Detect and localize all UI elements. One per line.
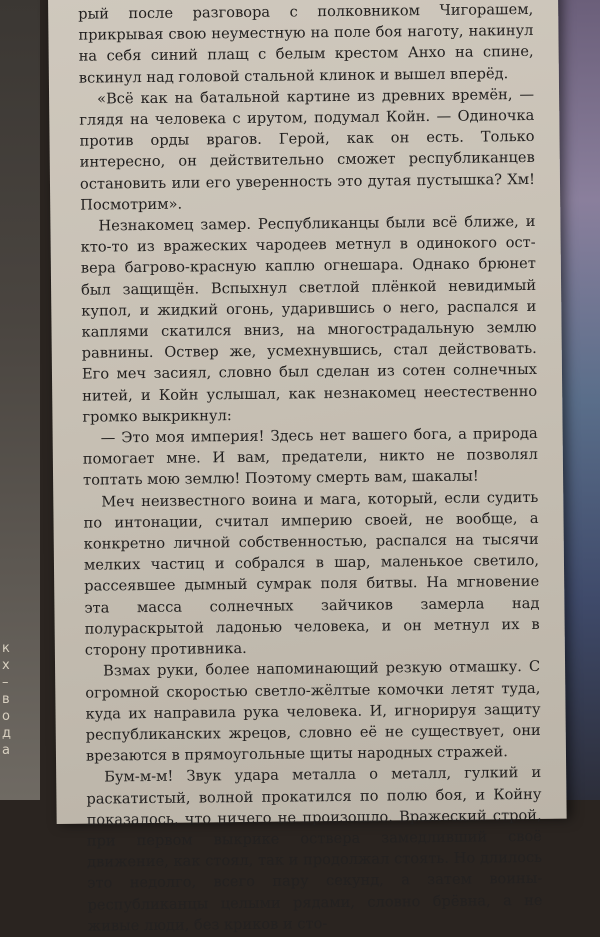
side-letter: а xyxy=(2,743,10,758)
book-page xyxy=(48,0,567,935)
page-text xyxy=(78,0,543,937)
paragraph: Незнакомец замер. Республиканцы были всё ближе, и кто-то из вражеских чародеев метнул в одинокого оствера багрово-красную каплю огнешара. Однако брюнет был защищён. Вспыхнул светлой плёнкой невидимый купол, и жидкий огонь, ударившись о него, распался и каплями скатился вниз, на многострадальную землю равнины. Оствер же, усмехнувшись, стал действовать. Его меч засиял, словно был сделан из сотен солнечных нитей, и Койн услышал, как незнакомец неестественно громко выкрикнул: xyxy=(80,212,538,426)
paragraph-dialogue: — Это моя империя! Здесь нет вашего бога, а природа помогает мне. И вам, предатели, никто не позволял топтать мою землю! Поэтому смерть вам, шакалы! xyxy=(82,424,538,490)
side-letter: о xyxy=(2,709,10,724)
side-letter: – xyxy=(2,675,9,690)
side-letter: д xyxy=(2,726,11,741)
paragraph: рый после разговора с полковником Чигорашем, прикрывая свою неуместную на поле боя наготу, накинул на себя синий плащ с белым крестом Анхо на спине, вскинул над головой стальной клинок и вышел вперёд. xyxy=(78,0,534,87)
paragraph: Бум-м-м! Звук удара металла о металл, гулкий и раскатистый, волной прокатился по полю боя, и Койну показалось, что ничего не произошло. Вражеский строй, при первом выкрике оствера замедливший своё движение, как стоял, так и продолжал стоять. Но длилось это недолго, всего пару секунд, а затем воины-республиканцы целыми рядами, словно брёвна, а не живые люди, без криков и сто- xyxy=(86,764,543,935)
side-letter: в xyxy=(2,692,10,707)
paragraph: Меч неизвестного воина и мага, который, если судить по интонации, считал империю своей, не вообще, а конкретно личной собственностью, распался на тысячи мелких частиц и собрался в шар, маленькое светило, рассеявшее дымный сумрак поля битвы. На мгновение эта масса солнечных зайчиков замерла над полураскрытой ладонью человека, и он метнул их в сторону противника. xyxy=(83,488,540,659)
adjacent-page-edge xyxy=(2,640,30,759)
paragraph: «Всё как на батальной картине из древних времён, — глядя на человека с ирутом, подумал Койн. — Одиночка против орды врагов. Герой, как он есть. Только интересно, он действительно сможет республиканцев остановить или его уверенность это дутая пустышка? Хм! Посмотрим». xyxy=(79,85,536,214)
side-letter: х xyxy=(2,658,10,673)
paragraph: Взмах руки, более напоминающий резкую отмашку. С огромной скоростью светло-жёлтые комочки летят туда, куда их направила рука человека. И, игнорируя защиту республиканских жрецов, словно её не существует, они врезаются в прямоугольные щиты народных стражей. xyxy=(85,658,541,765)
side-letter: к xyxy=(2,641,10,656)
